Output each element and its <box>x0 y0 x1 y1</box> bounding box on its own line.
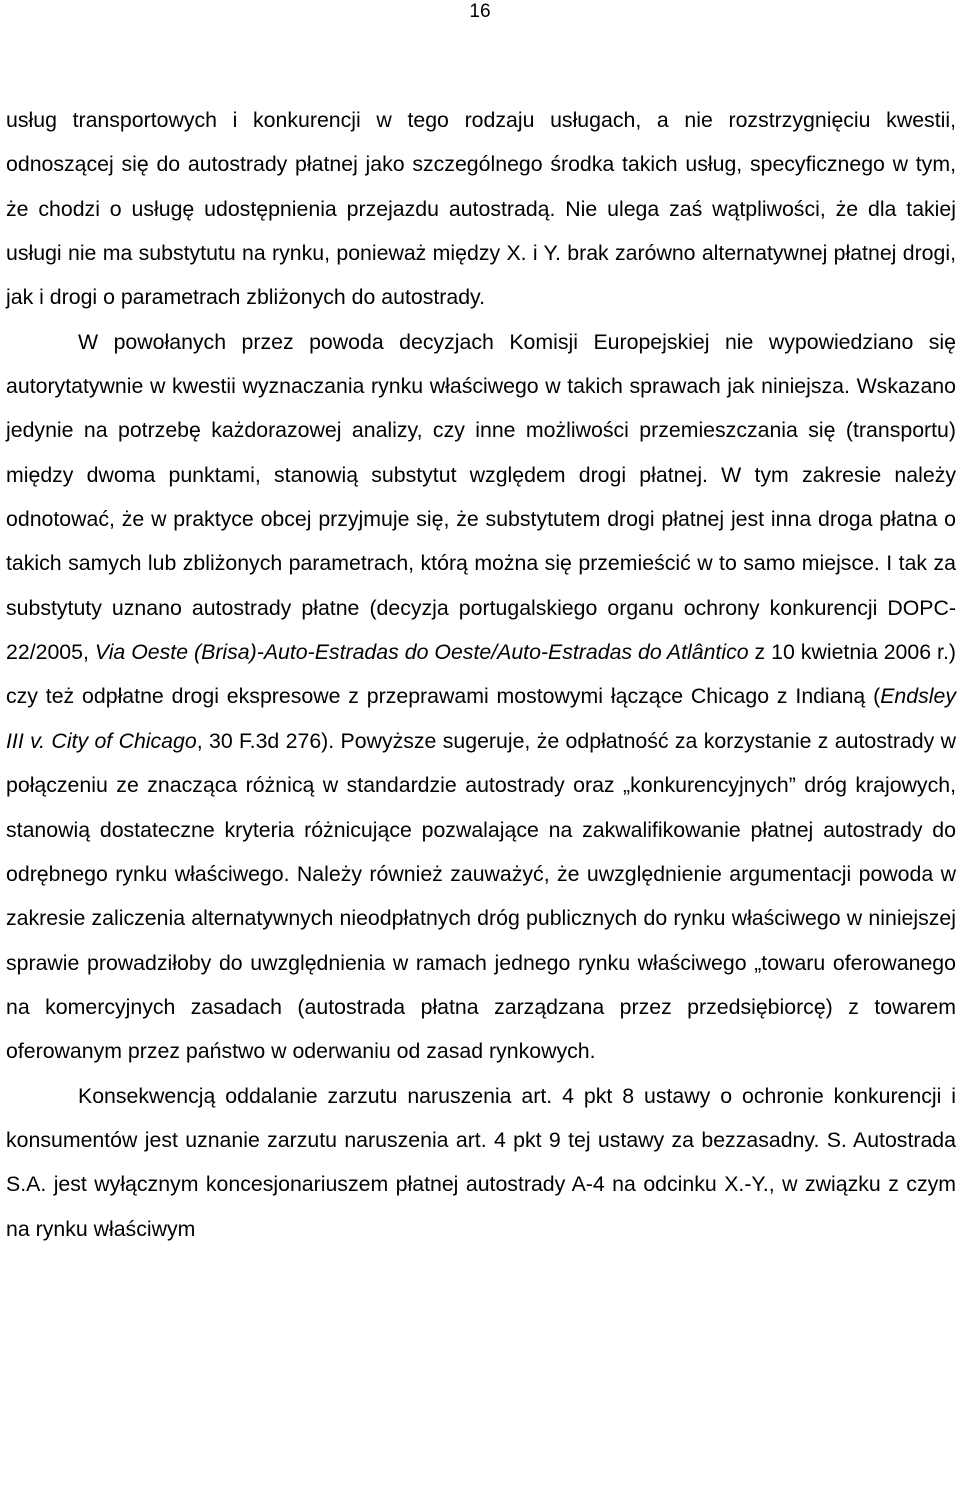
case-name-italic: Via Oeste (Brisa)-Auto-Estradas do Oeste/Auto-Estradas do Atlântico <box>94 640 749 665</box>
page-number: 16 <box>469 1 491 22</box>
paragraph-3 <box>6 1074 956 1251</box>
case-name-italic: Endsley III v. City of Chicago <box>6 684 956 753</box>
text-run: W powołanych przez powoda decyzjach Komisji Europejskiej nie wypowiedziano się autorytatywnie w kwestii wyznaczania rynku właściwego w takich sprawach jak niniejsza. Wskazano jedynie na potrzebę każdorazowej analizy, czy inne możliwości przemieszczania się (transportu) między dwoma punktami, stanowią substytut względem drogi płatnej. W tym zakresie należy odnotować, że w praktyce obcej przyjmuje się, że substytutem drogi płatnej jest inna droga płatna o takich samych lub zbliżonych parametrach, którą można się przemieścić w to samo miejsce. I tak za substytuty uznano autostrady płatne (decyzja portugalskiego organu ochrony konkurencji DOPC-22/2005, <box>6 329 956 665</box>
paragraph-1 <box>6 98 956 320</box>
paragraph-2 <box>6 320 956 1074</box>
text-run: usług transportowych i konkurencji w tego rodzaju usługach, a nie rozstrzygnięciu kwestii, odnoszącej się do autostrady płatnej jako szczególnego środka takich usług, specyficznego w tym, że chodzi o usługę udostępnienia przejazdu autostradą. Nie ulega zaś wątpliwości, że dla takiej usługi nie ma substytutu na rynku, ponieważ między X. i Y. brak zarówno alternatywnej płatnej drogi, jak i drogi o parametrach zbliżonych do autostrady. <box>6 108 956 310</box>
document-body <box>6 98 956 1251</box>
text-run: z 10 kwietnia 2006 r.) czy też odpłatne drogi ekspresowe z przeprawami mostowymi łączące Chicago z Indianą ( <box>6 640 956 709</box>
text-run: , 30 F.3d 276). Powyższe sugeruje, że odpłatność za korzystanie z autostrady w połączeniu ze znacząca różnicą w standardzie autostrady oraz „konkurencyjnych” dróg krajowych, stanowią dostateczne kryteria różnicujące pozwalające na zakwalifikowanie płatnej autostrady do odrębnego rynku właściwego. Należy również zauważyć, że uwzględnienie argumentacji powoda w zakresie zaliczenia alternatywnych nieodpłatnych dróg publicznych do rynku właściwego w niniejszej sprawie prowadziłoby do uwzględnienia w ramach jednego rynku właściwego „towaru oferowanego na komercyjnych zasadach (autostrada płatna zarządzana przez przedsiębiorcę) z towarem oferowanym przez państwo w oderwaniu od zasad rynkowych. <box>6 728 956 1064</box>
text-run: Konsekwencją oddalanie zarzutu naruszenia art. 4 pkt 8 ustawy o ochronie konkurencji i konsumentów jest uznanie zarzutu naruszenia art. 4 pkt 9 tej ustawy za bezzasadny. S. Autostrada S.A. jest wyłącznym koncesjonariuszem płatnej autostrady A-4 na odcinku X.-Y., w związku z czym na rynku właściwym <box>6 1083 956 1241</box>
